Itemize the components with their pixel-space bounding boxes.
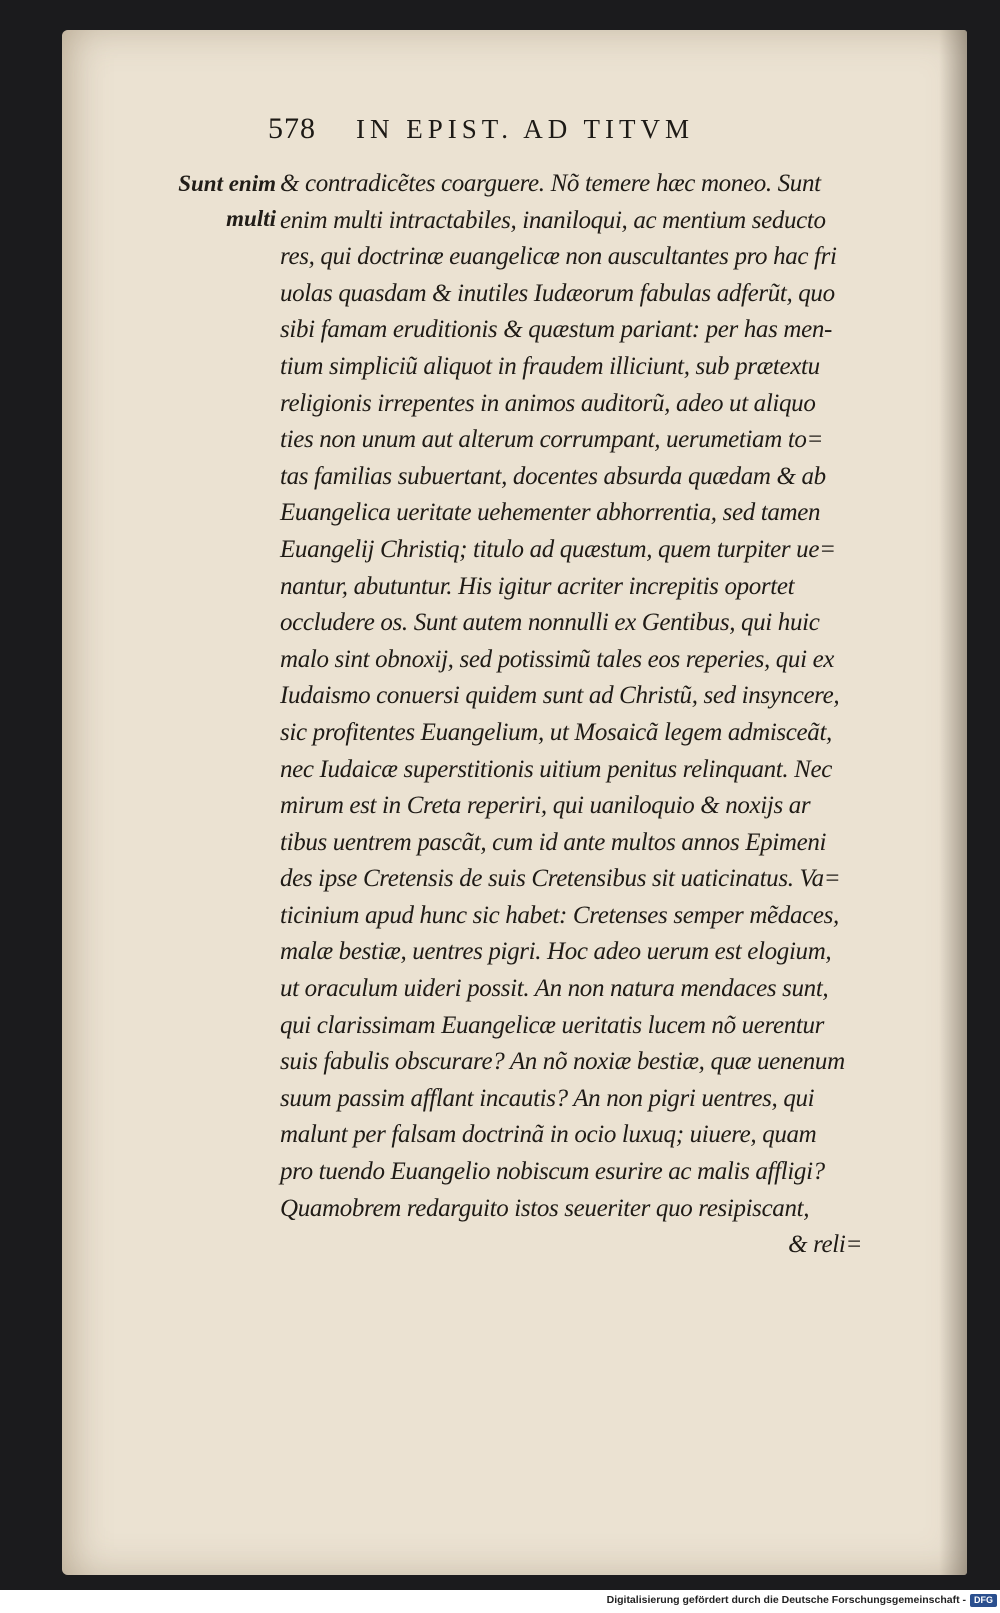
body-text xyxy=(280,166,920,1264)
text-line: suis fabulis obscurare? An nõ noxiæ bestiæ, quæ uenenum xyxy=(280,1048,845,1076)
text-line: tas familias subuertant, docentes absurda quædam & ab xyxy=(280,462,826,490)
running-head-title: IN EPIST. AD TITVM xyxy=(356,114,694,144)
text-line: enim multi intractabiles, inaniloqui, ac mentium seducto xyxy=(280,206,826,234)
running-head xyxy=(268,112,868,146)
text-line: sic profitentes Euangelium, ut Mosaicã legem admisceãt, xyxy=(280,718,832,746)
text-line: res, qui doctrinæ euangelicæ non auscultantes pro hac fri xyxy=(280,243,837,271)
marginal-note xyxy=(148,166,276,236)
text-line: sibi famam eruditionis & quæstum pariant: per has men- xyxy=(280,316,832,344)
text-line: Quamobrem redarguito istos seueriter quo resipiscant, xyxy=(280,1194,810,1222)
text-line: tium simpliciũ aliquot in fraudem illiciunt, sub prætextu xyxy=(280,352,820,380)
text-line: pro tuendo Euangelio nobiscum esurire ac malis affligi? xyxy=(280,1158,825,1186)
dfg-logo: DFG xyxy=(970,1594,997,1607)
text-line: religionis irrepentes in animos auditorũ, adeo ut aliquo xyxy=(280,389,816,417)
footer-bar xyxy=(0,1590,1000,1613)
text-line: malunt per falsam doctrinã in ocio luxuq; uiuere, quam xyxy=(280,1121,817,1149)
text-line: suum passim afflant incautis? An non pigri uentres, qui xyxy=(280,1084,815,1112)
marginal-note-line: multi xyxy=(226,206,276,231)
text-line: des ipse Cretensis de suis Cretensibus sit uaticinatus. Va= xyxy=(280,865,841,893)
text-line: occludere os. Sunt autem nonnulli ex Gentibus, qui huic xyxy=(280,609,820,637)
text-line: Euangelij Christiq; titulo ad quæstum, quem turpiter ue= xyxy=(280,535,836,563)
text-line: qui clarissimam Euangelicæ ueritatis lucem nõ uerentur xyxy=(280,1011,825,1039)
page-number: 578 xyxy=(268,112,316,145)
catchword: & reli= xyxy=(788,1231,862,1259)
funding-credit: Digitalisierung gefördert durch die Deutsche Forschungsgemeinschaft - xyxy=(606,1594,966,1606)
text-line: & contradicẽtes coarguere. Nõ temere hæc moneo. Sunt xyxy=(280,170,821,197)
text-line: tibus uentrem pascãt, cum id ante multos annos Epimeni xyxy=(280,828,827,856)
text-line: malæ bestiæ, uentres pigri. Hoc adeo uerum est elogium, xyxy=(280,938,832,966)
text-line: malo sint obnoxij, sed potissimũ tales eos reperies, qui ex xyxy=(280,645,835,673)
text-line: nantur, abutuntur. His igitur acriter increpitis oportet xyxy=(280,572,795,600)
text-line: uolas quasdam & inutiles Iudæorum fabulas adferũt, quo xyxy=(280,279,835,307)
text-line: Iudaismo conuersi quidem sunt ad Christũ, sed insyncere, xyxy=(280,682,840,710)
text-line: ut oraculum uideri possit. An non natura mendaces sunt, xyxy=(280,975,829,1003)
page-edge-shadow xyxy=(939,30,967,1575)
text-line: nec Iudaicæ superstitionis uitium penitus relinquant. Nec xyxy=(280,755,832,783)
text-line: Euangelica ueritate uehementer abhorrentia, sed tamen xyxy=(280,499,821,527)
marginal-note-line: Sunt enim xyxy=(178,171,276,196)
text-line: mirum est in Creta reperiri, qui uaniloquio & noxijs ar xyxy=(280,792,811,820)
text-line: ties non unum aut alterum corrumpant, uerumetiam to= xyxy=(280,426,824,454)
text-line: ticinium apud hunc sic habet: Cretenses semper mẽdaces, xyxy=(280,901,839,929)
